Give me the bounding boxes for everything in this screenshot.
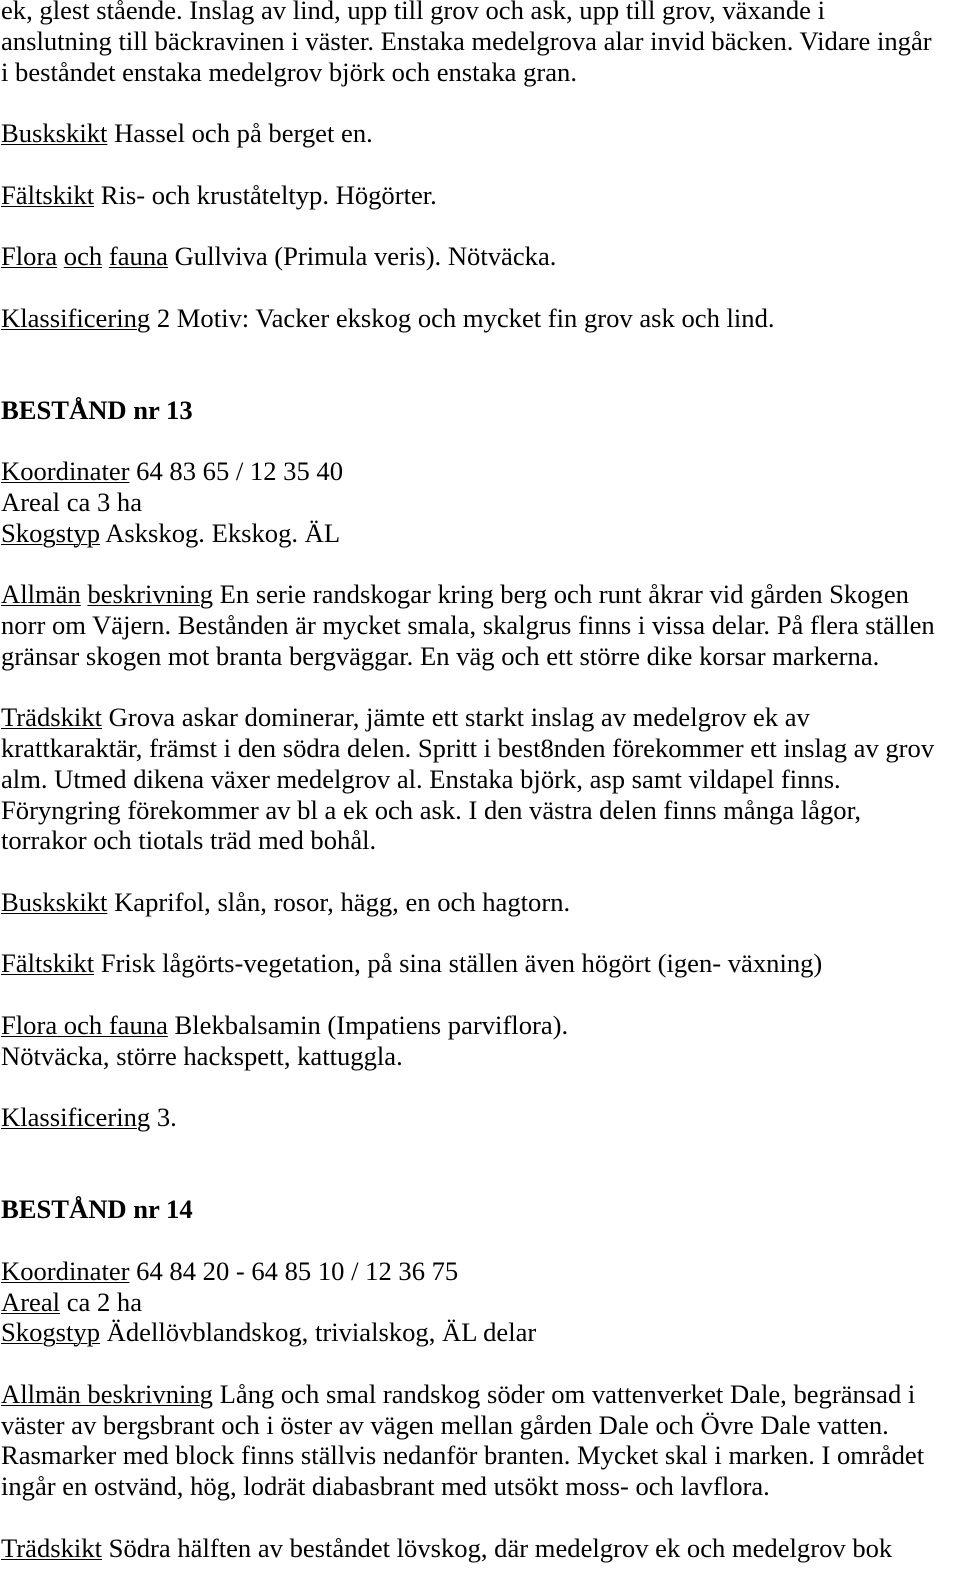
section-label: Koordinater <box>1 456 130 487</box>
section-label: Klassificering <box>1 302 151 333</box>
section-label: Skogstyp <box>1 1317 101 1348</box>
areal-row <box>1 1287 959 1318</box>
section-label-word: fauna <box>108 241 168 271</box>
section-text: Kaprifol, slån, rosor, hägg, en och hagtorn. <box>114 886 571 917</box>
section-label-word: Allmän <box>1 579 81 610</box>
buskskikt-row <box>1 118 959 149</box>
section-text: Askskog. Ekskog. ÄL <box>105 517 341 548</box>
flora-fauna-row <box>1 241 959 272</box>
bestand-13-heading: BESTÅND nr 13 <box>1 394 193 425</box>
flora-fauna-line: Nötväcka, större hackspett, kattuggla. <box>1 1040 403 1071</box>
section-label: Areal <box>1 1286 61 1317</box>
intro-text-line: i beståndet enstaka medelgrov björk och enstaka gran. <box>1 56 577 87</box>
section-label: Trädskikt <box>1 1532 102 1563</box>
flora-fauna-row <box>1 1010 959 1041</box>
section-text: Hassel och på berget en. <box>114 118 373 148</box>
section-text: 3. <box>156 1102 177 1132</box>
section-text: Gullviva (Primula veris). Nötväcka. <box>174 241 557 271</box>
koordinater-row <box>1 456 959 487</box>
section-label: Allmän beskrivning <box>1 1378 213 1409</box>
section-text: 64 83 65 / 12 35 40 <box>136 456 343 487</box>
tradskikt-row <box>1 702 959 733</box>
section-label: Flora och fauna <box>1 1009 168 1040</box>
section-label: Trädskikt <box>1 702 102 733</box>
section-text: Frisk lågörts-vegetation, på sina ställen även högört (igen- växning) <box>100 948 823 979</box>
intro-text-line: ek, glest stående. Inslag av lind, upp till grov och ask, upp till grov, växande i <box>1 0 825 25</box>
section-label: Koordinater <box>1 1255 130 1286</box>
faltskikt-row <box>1 180 959 211</box>
allman-beskrivning-line: gränsar skogen mot branta bergväggar. En väg och ett större dike korsar markerna. <box>1 640 880 671</box>
section-text: Ris- och kruståteltyp. Högörter. <box>100 179 437 210</box>
tradskikt-row <box>1 1533 959 1564</box>
bestand-14-heading: BESTÅND nr 14 <box>1 1194 193 1225</box>
tradskikt-line: Föryngring förekommer av bl a ek och ask. I den västra delen finns många lågor, <box>1 794 862 825</box>
section-text: 2 Motiv: Vacker ekskog och mycket fin grov ask och lind. <box>156 302 775 333</box>
section-text: Blekbalsamin (Impatiens parviflora). <box>174 1009 569 1040</box>
section-label-word: och <box>63 241 103 271</box>
allman-beskrivning-line: Rasmarker med block finns ställvis nedanför branten. Mycket skal i marken. I området <box>1 1440 925 1471</box>
section-label-word: beskrivning <box>87 579 214 610</box>
section-label: Fältskikt <box>1 948 95 979</box>
koordinater-row <box>1 1256 959 1287</box>
allman-beskrivning-row <box>1 579 959 610</box>
areal-row: Areal ca 3 ha <box>1 487 143 517</box>
skogstyp-row <box>1 1317 959 1348</box>
allman-beskrivning-line: väster av bergsbrant och i öster av vägen mellan gården Dale och Övre Dale vatten. <box>1 1409 889 1440</box>
klassificering-row <box>1 303 959 334</box>
section-text: Grova askar dominerar, jämte ett starkt inslag av medelgrov ek av <box>108 702 810 733</box>
section-text: En serie randskogar kring berg och runt åkrar vid gården Skogen <box>219 579 909 610</box>
allman-beskrivning-line: norr om Väjern. Bestånden är mycket smala, skalgrus finns i vissa delar. På flera ställen <box>1 610 935 640</box>
section-text: Lång och smal randskog söder om vattenverket Dale, begränsad i <box>219 1378 916 1409</box>
allman-beskrivning-row <box>1 1379 959 1410</box>
skogstyp-row <box>1 518 959 549</box>
tradskikt-line: krattkaraktär, främst i den södra delen. Spritt i best8nden förekommer ett inslag av grov <box>1 733 935 763</box>
section-text: Ädellövblandskog, trivialskog, ÄL delar <box>106 1317 537 1348</box>
section-label: Skogstyp <box>1 517 101 548</box>
klassificering-row <box>1 1102 959 1133</box>
section-label: Buskskikt <box>1 886 108 917</box>
section-label: Klassificering <box>1 1102 151 1132</box>
tradskikt-line: torrakor och tiotals träd med bohål. <box>1 825 377 856</box>
buskskikt-row <box>1 887 959 918</box>
section-text: 64 84 20 - 64 85 10 / 12 36 75 <box>136 1255 459 1286</box>
section-text: Södra hälften av beståndet lövskog, där medelgrov ek och medelgrov bok <box>108 1532 893 1563</box>
section-label-word: Flora <box>1 241 58 271</box>
allman-beskrivning-line: ingår en ostvänd, hög, lodrät diabasbrant med utsökt moss- och lavflora. <box>1 1471 770 1501</box>
document-page <box>1 0 959 1563</box>
section-label: Fältskikt <box>1 179 95 210</box>
section-text: ca 2 ha <box>66 1286 143 1317</box>
faltskikt-row <box>1 948 959 979</box>
intro-text-line: anslutning till bäckravinen i väster. Enstaka medelgrova alar invid bäcken. Vidare ingår <box>1 25 932 56</box>
section-label: Buskskikt <box>1 118 108 148</box>
tradskikt-line: alm. Utmed dikena växer medelgrov al. Enstaka björk, asp samt vildapel finns. <box>1 763 841 794</box>
